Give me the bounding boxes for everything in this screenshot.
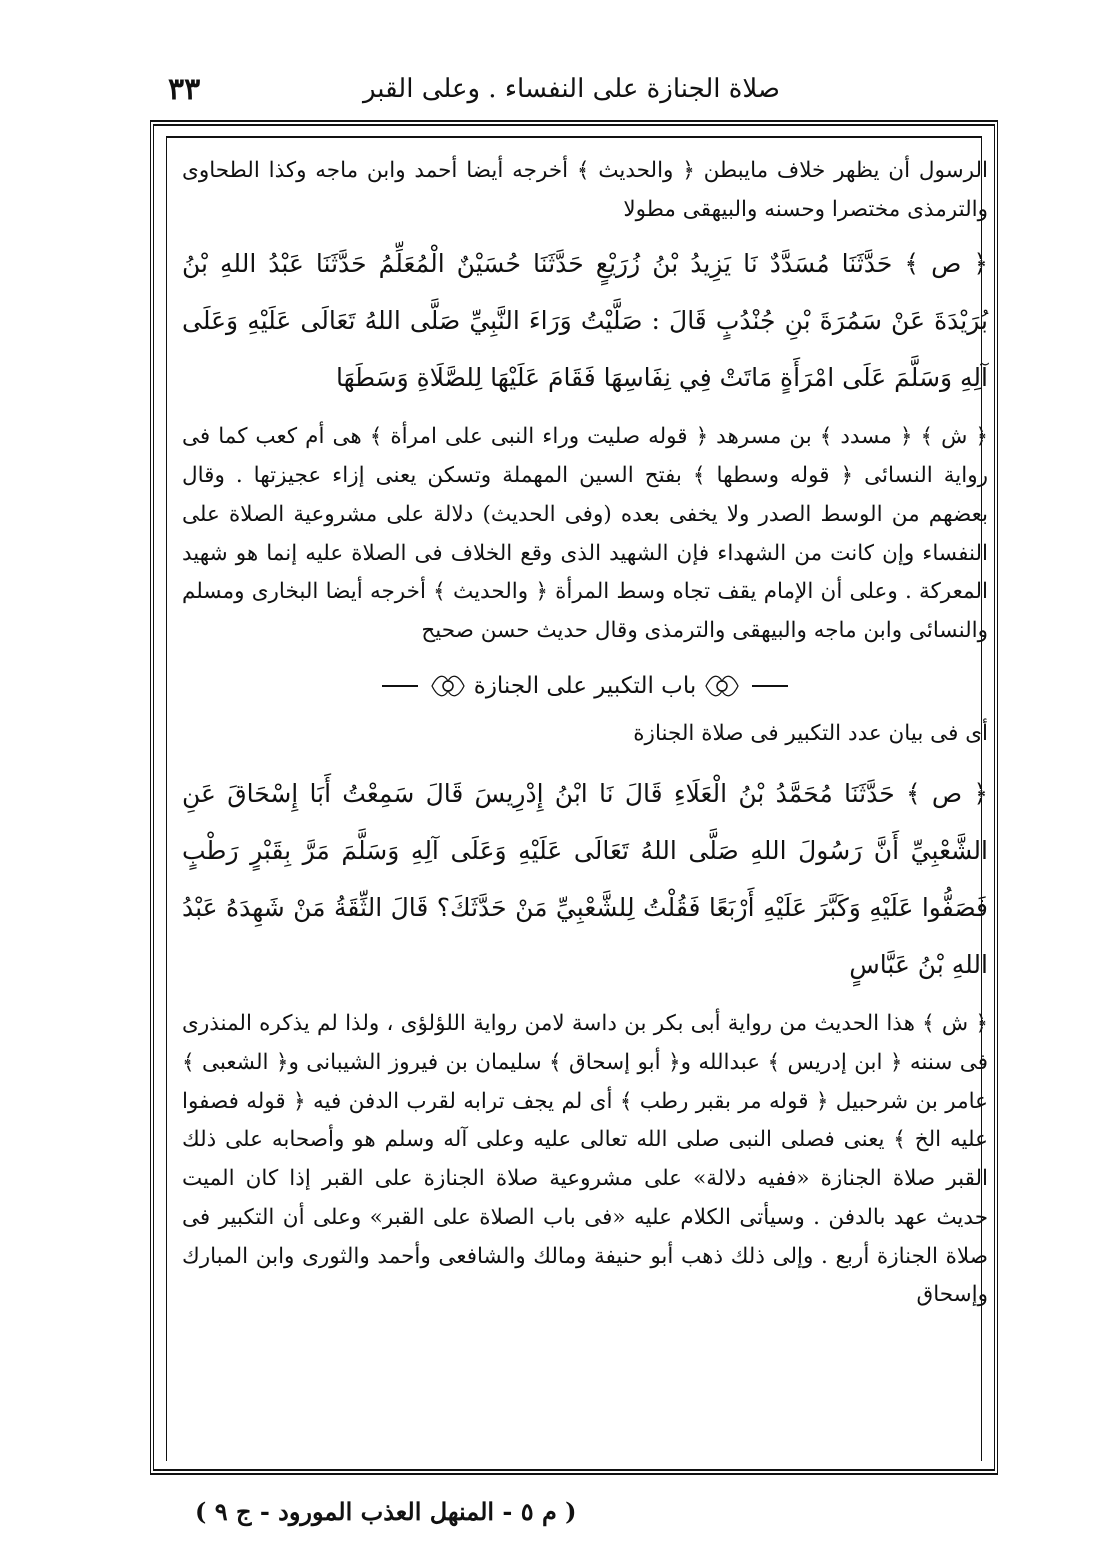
divider: [382, 685, 418, 687]
chapter-subtitle: أى فى بيان عدد التكبير فى صلاة الجنازة: [633, 720, 988, 746]
commentary-1: ﴿ ش ﴾ ﴿ مسدد ﴾ بن مسرهد ﴿ قوله صليت وراء النبى على امرأة ﴾ هى أم كعب كما فى رواية النسائى ﴿ قوله وسطها ﴾ بفتح السين المهملة وتسكن يعنى إزاء عجيزتها . وقال بعضهم من الوسط الصدر ولا يخفى بعده (وفى الحديث) دلالة على مشروعية الصلاة على النفساء وإن كانت من الشهداء فإن الشهيد الذى وقع الخلاف فى الصلاة عليه إنما هو شهيد المعركة . وعلى أن الإمام يقف تجاه وسط المرأة ﴿ والحديث ﴾ أخرجه أيضا البخارى ومسلم والنسائى وابن ماجه والبيهقى والترمذى وقال حديث حسن صحيح: [182, 424, 988, 643]
ornament-icon: [428, 672, 468, 700]
commentary-2: ﴿ ش ﴾ هذا الحديث من رواية أبى بكر بن داسة لامن رواية اللؤلؤى ، ولذا لم يذكره المنذرى فى سننه ﴿ ابن إدريس ﴾ عبدالله و﴿ أبو إسحاق ﴾ سليمان بن فيروز الشيبانى و﴿ الشعبى ﴾ عامر بن شرحبيل ﴿ قوله مر بقبر رطب ﴾ أى لم يجف ترابه لقرب الدفن فيه ﴿ قوله فصفوا عليه الخ ﴾ يعنى فصلى النبى صلى الله تعالى عليه وعلى آله وسلم هو وأصحابه على ذلك القبر صلاة الجنازة «ففيه دلالة» على مشروعية صلاة الجنازة على القبر إذا كان الميت حديث عهد بالدفن . وسيأتى الكلام عليه «فى باب الصلاة على القبر» وعلى أن التكبير فى صلاة الجنازة أربع . وإلى ذلك ذهب أبو حنيفة ومالك والشافعى وأحمد والثورى وابن المبارك وإسحاق: [182, 1011, 988, 1308]
divider: [752, 685, 788, 687]
chapter-heading: [182, 657, 988, 715]
running-head: [160, 72, 995, 112]
footer-signature: ( م ٥ - المنهل العذب المورود - ج ٩ ): [195, 1497, 577, 1526]
page-number: ٣٣: [168, 72, 201, 107]
running-title: صلاة الجنازة على النفساء . وعلى القبر: [362, 74, 780, 104]
hadith-text-2: ﴿ ص ﴾ حَدَّثَنَا مُحَمَّدُ بْنُ الْعَلَاءِ قَالَ نَا ابْنُ إِدْرِيسَ قَالَ سَمِعْتُ أَبَا إِسْحَاقَ عَنِ الشَّعْبِيِّ أَنَّ رَسُولَ اللهِ صَلَّى اللهُ تَعَالَى عَلَيْهِ وَعَلَى آلِهِ وَسَلَّمَ مَرَّ بِقَبْرٍ رَطْبٍ فَصَفُّوا عَلَيْهِ وَكَبَّرَ عَلَيْهِ أَرْبَعًا فَقُلْتُ لِلشَّعْبِيِّ مَنْ حَدَّثَكَ؟ قَالَ الثِّقَةُ مَنْ شَهِدَهُ عَبْدُ اللهِ بْنُ عَبَّاسٍ: [182, 779, 988, 980]
text-body: [182, 152, 988, 1315]
chapter-title: باب التكبير على الجنازة: [473, 672, 697, 699]
hadith-text-1: ﴿ ص ﴾ حَدَّثَنَا مُسَدَّدٌ نَا يَزِيدُ بْنُ زُرَيْعٍ حَدَّثَنَا حُسَيْنٌ الْمُعَلِّمُ حَدَّثَنَا عَبْدُ اللهِ بْنُ بُرَيْدَةَ عَنْ سَمُرَةَ بْنِ جُنْدُبٍ قَالَ : صَلَّيْتُ وَرَاءَ النَّبِيِّ صَلَّى اللهُ تَعَالَى عَلَيْهِ وَعَلَى آلِهِ وَسَلَّمَ عَلَى امْرَأَةٍ مَاتَتْ فِي نِفَاسِهَا فَقَامَ عَلَيْهَا لِلصَّلَاةِ وَسَطَهَا: [182, 249, 988, 393]
ornament-icon: [702, 672, 742, 700]
paragraph-commentary-continued: الرسول أن يظهر خلاف مايبطن ﴿ والحديث ﴾ أخرجه أيضا أحمد وابن ماجه وكذا الطحاوى والترمذى مختصرا وحسنه والبيهقى مطولا: [182, 158, 988, 222]
